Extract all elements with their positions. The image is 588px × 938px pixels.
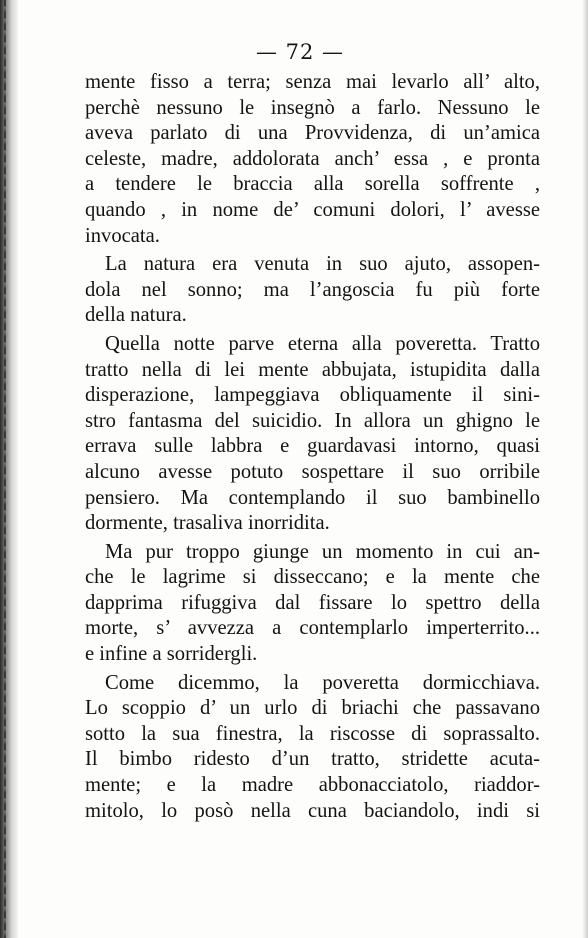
text-line: stro fantasma del suicidio. In allora un ghigno le [85, 409, 540, 432]
text-line: perchè nessuno le insegnò a farlo. Nessuno le [85, 96, 540, 119]
text-line: mitolo, lo posò nella cuna baciandolo, indi si [85, 799, 540, 822]
text-line: dormente, trasaliva inorridita. [85, 512, 330, 535]
page-binding-edge [0, 0, 18, 938]
text-line: che le lagrime si disseccano; e la mente che [85, 566, 540, 589]
text-line: La natura era venuta in suo ajuto, assopen- [105, 253, 540, 276]
text-line: a tendere le braccia alla sorella soffrente , [85, 173, 540, 196]
text-line: celeste, madre, addolorata anch’ essa , e pronta [85, 147, 540, 170]
text-line: Lo scoppio d’ un urlo di briachi che passavano [85, 697, 540, 720]
text-line: Come dicemmo, la poveretta dormicchiava. [105, 671, 540, 694]
text-line: errava sulle labbra e guardavasi intorno, quasi [85, 435, 540, 458]
text-line: Il bimbo ridesto d’un tratto, stridette acuta- [85, 748, 540, 771]
text-line: Quella notte parve eterna alla poveretta. Tratto [105, 332, 540, 355]
text-line: sotto la sua finestra, la riscosse di soprassalto. [85, 722, 540, 745]
page-right-edge [582, 0, 588, 938]
text-line: Ma pur troppo giunge un momento in cui an- [105, 540, 540, 563]
body-text [85, 70, 540, 824]
text-line: dapprima rifuggiva dal fissare lo spettro della [85, 591, 540, 614]
text-line: e infine a sorridergli. [85, 643, 258, 666]
text-line: mente fisso a terra; senza mai levarlo all’ alto, [85, 71, 540, 93]
text-line: quando , in nome de’ comuni dolori, l’ avesse [85, 198, 540, 221]
text-line: pensiero. Ma contemplando il suo bambinello [85, 486, 540, 509]
text-line: dola nel sonno; ma l’angoscia fu più forte [85, 278, 540, 301]
text-line: della natura. [85, 304, 187, 327]
text-line: alcuno avesse potuto sospettare il suo orribile [85, 460, 540, 483]
text-line: tratto nella di lei mente abbujata, istupidita dalla [85, 358, 540, 381]
text-line: morte, s’ avvezza a contemplarlo imperterrito... [85, 617, 540, 640]
page-number: — 72 — [255, 40, 345, 64]
text-line: invocata. [85, 224, 160, 247]
text-line: mente; e la madre abbonacciatolo, riaddor- [85, 774, 540, 797]
text-line: disperazione, lampeggiava obliquamente il sini- [85, 384, 540, 407]
text-line: aveva parlato di una Provvidenza, di un’amica [85, 122, 540, 145]
